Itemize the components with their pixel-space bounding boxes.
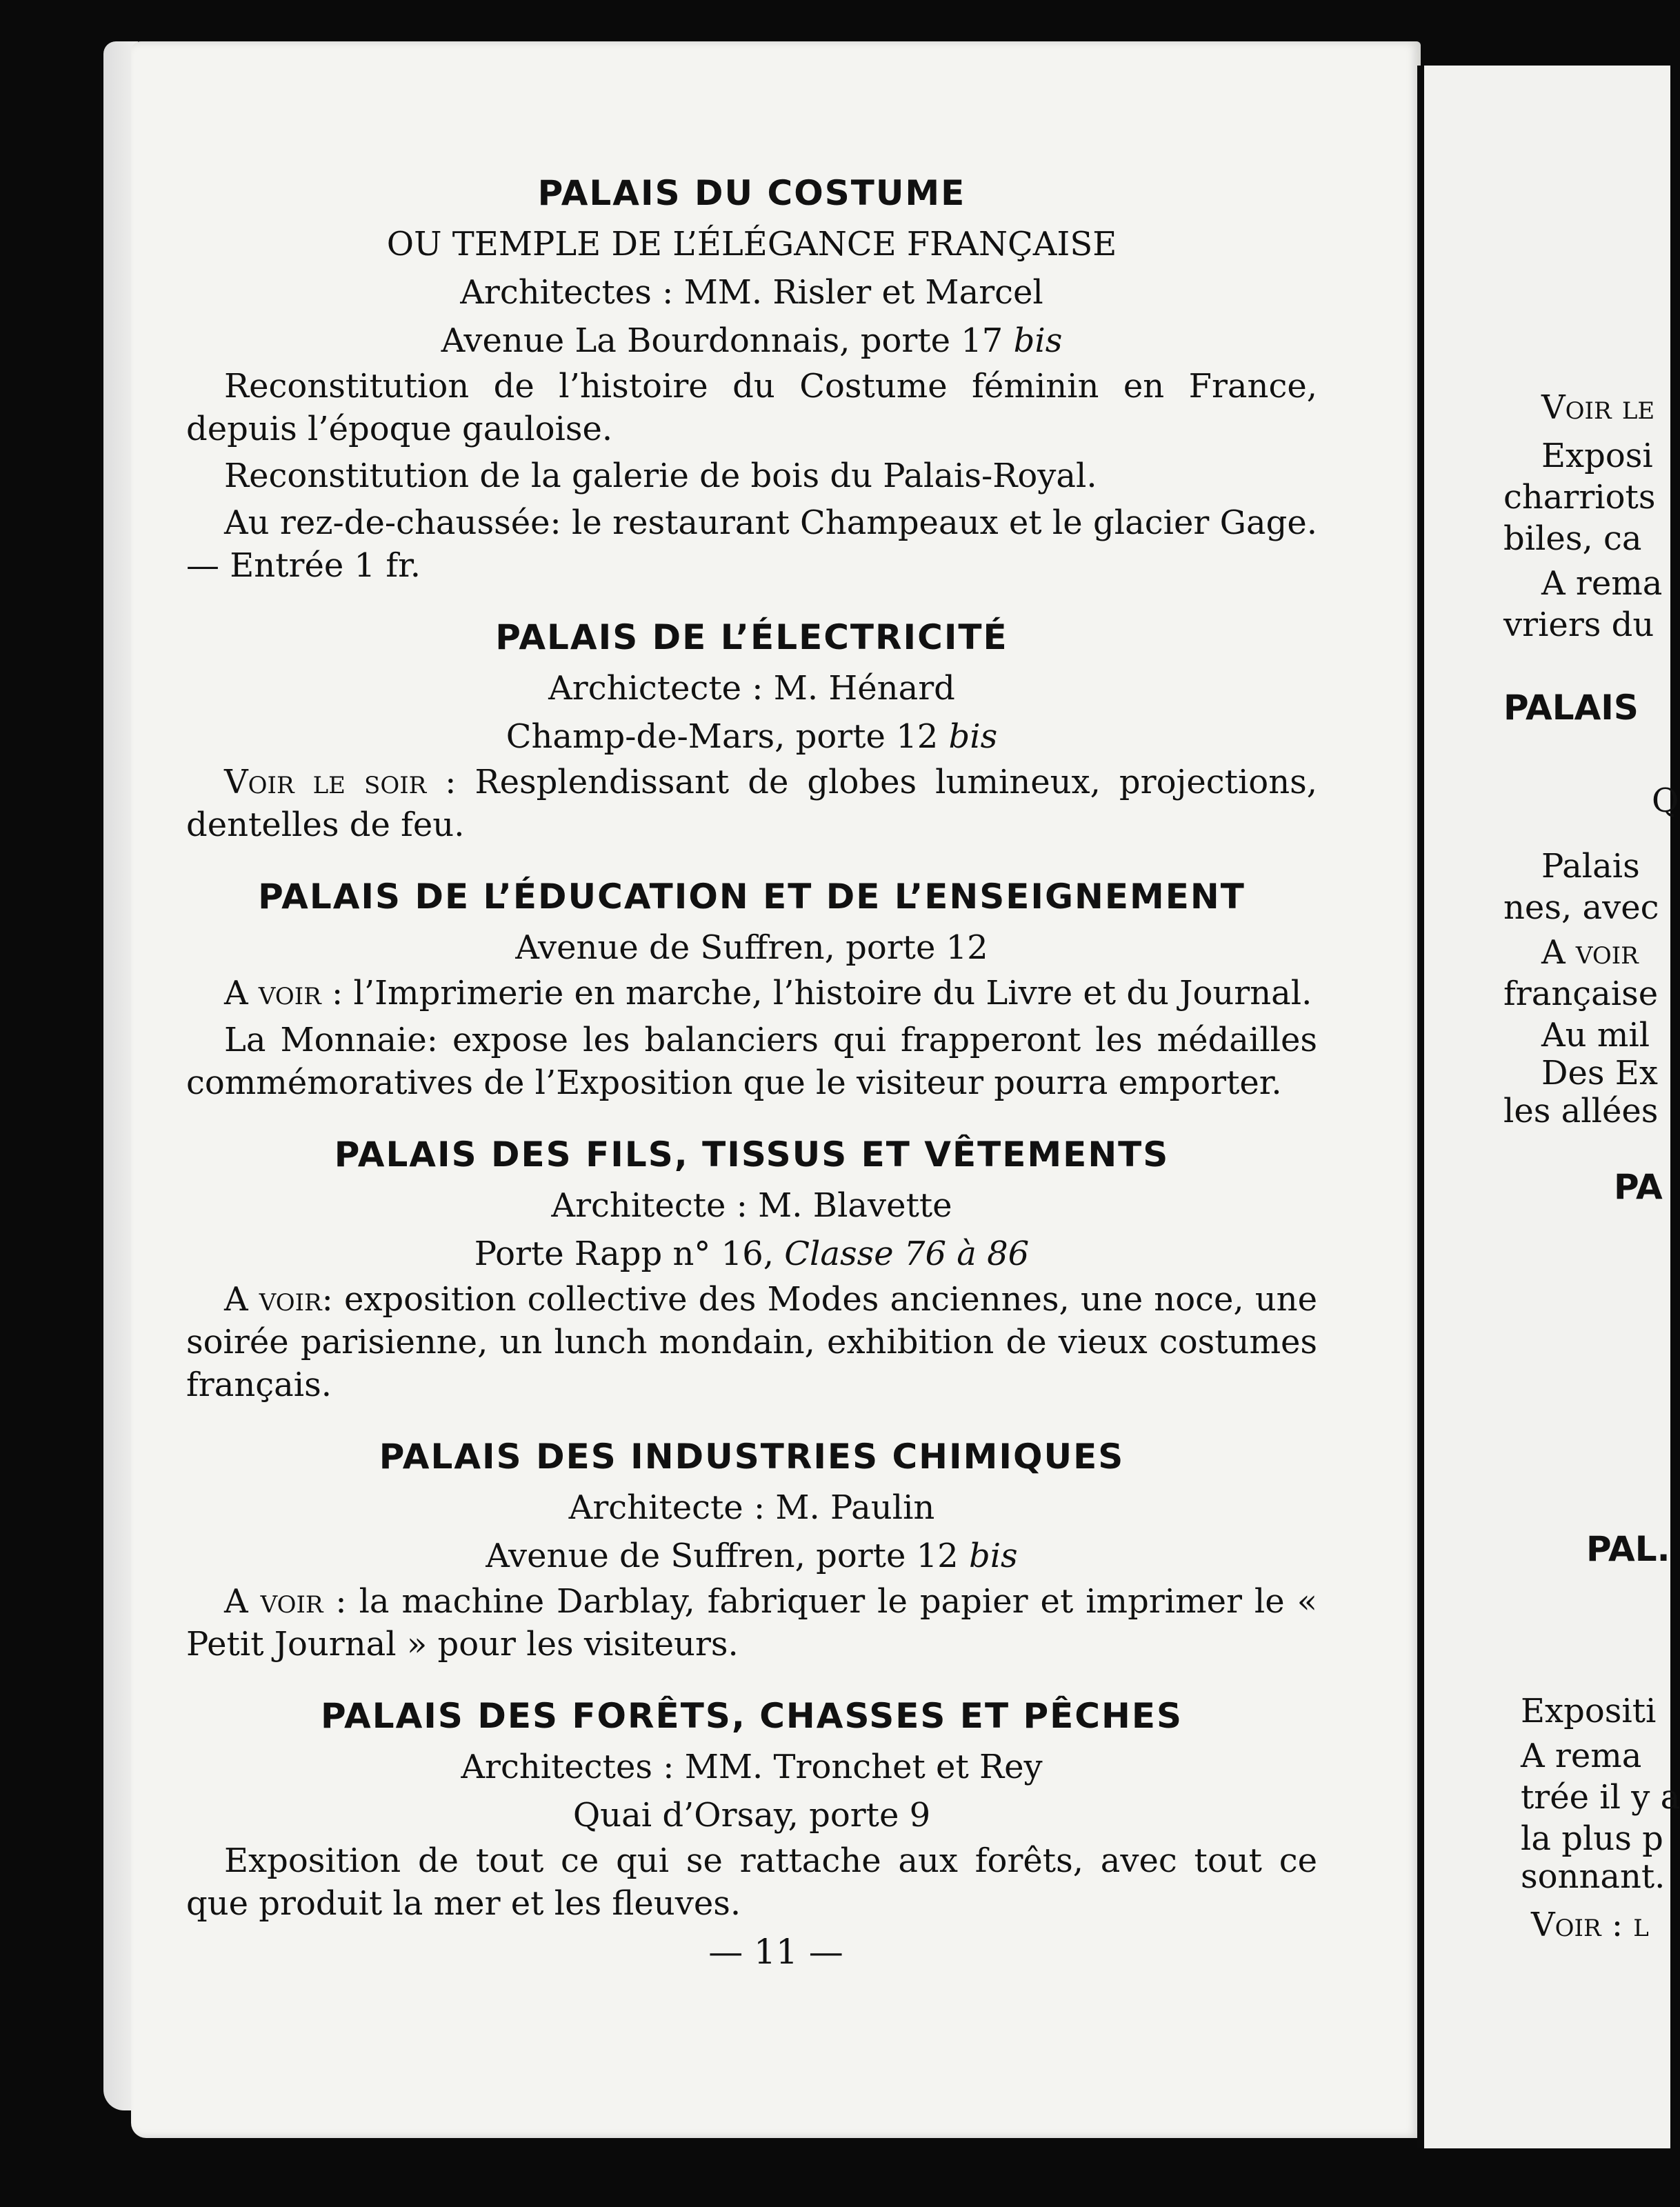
section-title: PALAIS DES FILS, TISSUS ET VÊTEMENTS — [334, 1135, 1170, 1175]
right-fragment: biles, ca — [1503, 519, 1642, 558]
right-fragment: PALAIS — [1503, 688, 1639, 728]
section-architects: Archictecte : M. Hénard — [548, 669, 955, 708]
lead-label: A voir : — [224, 974, 343, 1012]
section-title: PALAIS DES INDUSTRIES CHIMIQUES — [379, 1437, 1125, 1477]
section-title: PALAIS DU COSTUME — [537, 173, 966, 213]
right-fragment: PA — [1614, 1167, 1663, 1207]
paragraph — [186, 761, 1317, 846]
section-location — [186, 317, 1317, 365]
lead-label: A voir: — [224, 1280, 333, 1319]
location-suffix: bis — [948, 717, 998, 756]
section-title: PALAIS DE L’ÉLECTRICITÉ — [495, 617, 1008, 657]
paragraph — [186, 972, 1317, 1015]
paragraph-text: l’Imprimerie en marche, l’histoire du Livre et du Journal. — [353, 974, 1312, 1012]
right-fragment: les allées — [1503, 1092, 1659, 1130]
lead-label: A voir : — [224, 1582, 347, 1621]
right-fragment: Palais — [1541, 847, 1640, 886]
section-architects: Architecte : M. Paulin — [568, 1488, 935, 1527]
paragraph: Au rez-de-chaussée: le restaurant Champeaux et le glacier Gage. — Entrée 1 fr. — [186, 503, 1317, 585]
section-palais-forets — [186, 1692, 1317, 1925]
section-location — [186, 712, 1317, 761]
location-suffix: bis — [968, 1537, 1018, 1575]
paragraph — [186, 1580, 1317, 1666]
location-text: Champ-de-Mars, porte 12 — [506, 717, 939, 756]
section-palais-fils-tissus — [186, 1130, 1317, 1406]
right-fragment: Expositi — [1521, 1692, 1657, 1730]
section-location — [186, 1230, 1317, 1278]
right-fragment: sonnant. — [1521, 1857, 1666, 1896]
section-palais-electricite — [186, 613, 1317, 846]
section-title: PALAIS DE L’ÉDUCATION ET DE L’ENSEIGNEMENT — [258, 877, 1246, 917]
right-fragment: Des Ex — [1541, 1054, 1658, 1092]
right-fragment: Q — [1652, 781, 1679, 820]
section-palais-du-costume — [186, 169, 1317, 587]
right-fragment: A rema — [1521, 1737, 1642, 1775]
location-suffix: bis — [1013, 321, 1063, 360]
section-architects: Architectes : MM. Tronchet et Rey — [461, 1748, 1043, 1786]
right-fragment: vriers du — [1503, 606, 1654, 644]
paragraph-text: exposition collective des Modes anciennes, une noce, une soirée parisienne, un lunch mondain, exhibition de vieux costumes français. — [186, 1280, 1317, 1404]
lead-label: Voir le soir : — [224, 763, 457, 801]
location-text: Avenue La Bourdonnais, porte 17 — [441, 321, 1003, 360]
paragraph: Exposition de tout ce qui se rattache aux forêts, avec tout ce que produit la mer et les fleuves. — [186, 1841, 1317, 1923]
section-location: Avenue de Suffren, porte 12 — [515, 928, 988, 967]
section-location: Quai d’Orsay, porte 9 — [572, 1796, 931, 1835]
paragraph-text: la machine Darblay, fabriquer le papier et imprimer le « Petit Journal » pour les visiteurs. — [186, 1582, 1317, 1664]
right-fragment: charriots — [1503, 478, 1656, 517]
paragraph: Reconstitution de la galerie de bois du Palais-Royal. — [224, 457, 1097, 495]
location-text: Porte Rapp n° 16, — [474, 1235, 774, 1273]
right-fragment: A voir — [1541, 933, 1639, 972]
paragraph: Reconstitution de l’histoire du Costume féminin en France, depuis l’époque gauloise. — [186, 367, 1317, 448]
section-architects: Architectes : MM. Risler et Marcel — [460, 273, 1043, 312]
right-fragment: Voir le — [1541, 388, 1655, 427]
paragraph — [186, 1278, 1317, 1406]
section-palais-industries-chimiques — [186, 1432, 1317, 1666]
paragraph: La Monnaie: expose les balanciers qui frapperont les médailles commémoratives de l’Exposition que le visiteur pourra emporter. — [186, 1021, 1317, 1102]
section-location — [186, 1532, 1317, 1580]
location-suffix: Classe 76 à 86 — [784, 1235, 1030, 1273]
right-fragment: Voir : l — [1531, 1906, 1649, 1944]
right-fragment: PAL. — [1586, 1529, 1670, 1569]
section-title: PALAIS DES FORÊTS, CHASSES ET PÊCHES — [320, 1696, 1183, 1736]
right-fragment: française — [1503, 975, 1659, 1013]
left-page-content — [186, 169, 1317, 1929]
location-text: Avenue de Suffren, porte 12 — [486, 1537, 959, 1575]
section-palais-education — [186, 872, 1317, 1104]
right-fragment: trée il y a — [1521, 1778, 1680, 1817]
paragraph-text: Resplendissant de globes lumineux, projections, dentelles de feu. — [186, 763, 1317, 844]
section-subtitle: OU TEMPLE DE L’ÉLÉGANCE FRANÇAISE — [386, 225, 1117, 263]
section-architects: Architecte : M. Blavette — [551, 1186, 952, 1225]
right-fragment: nes, avec — [1503, 888, 1659, 927]
right-fragment: Au mil — [1541, 1016, 1650, 1055]
right-fragment: la plus p — [1521, 1819, 1663, 1858]
right-fragment: Exposi — [1541, 437, 1653, 475]
right-fragment: A rema — [1541, 564, 1663, 603]
page-number: — 11 — — [708, 1932, 843, 1972]
